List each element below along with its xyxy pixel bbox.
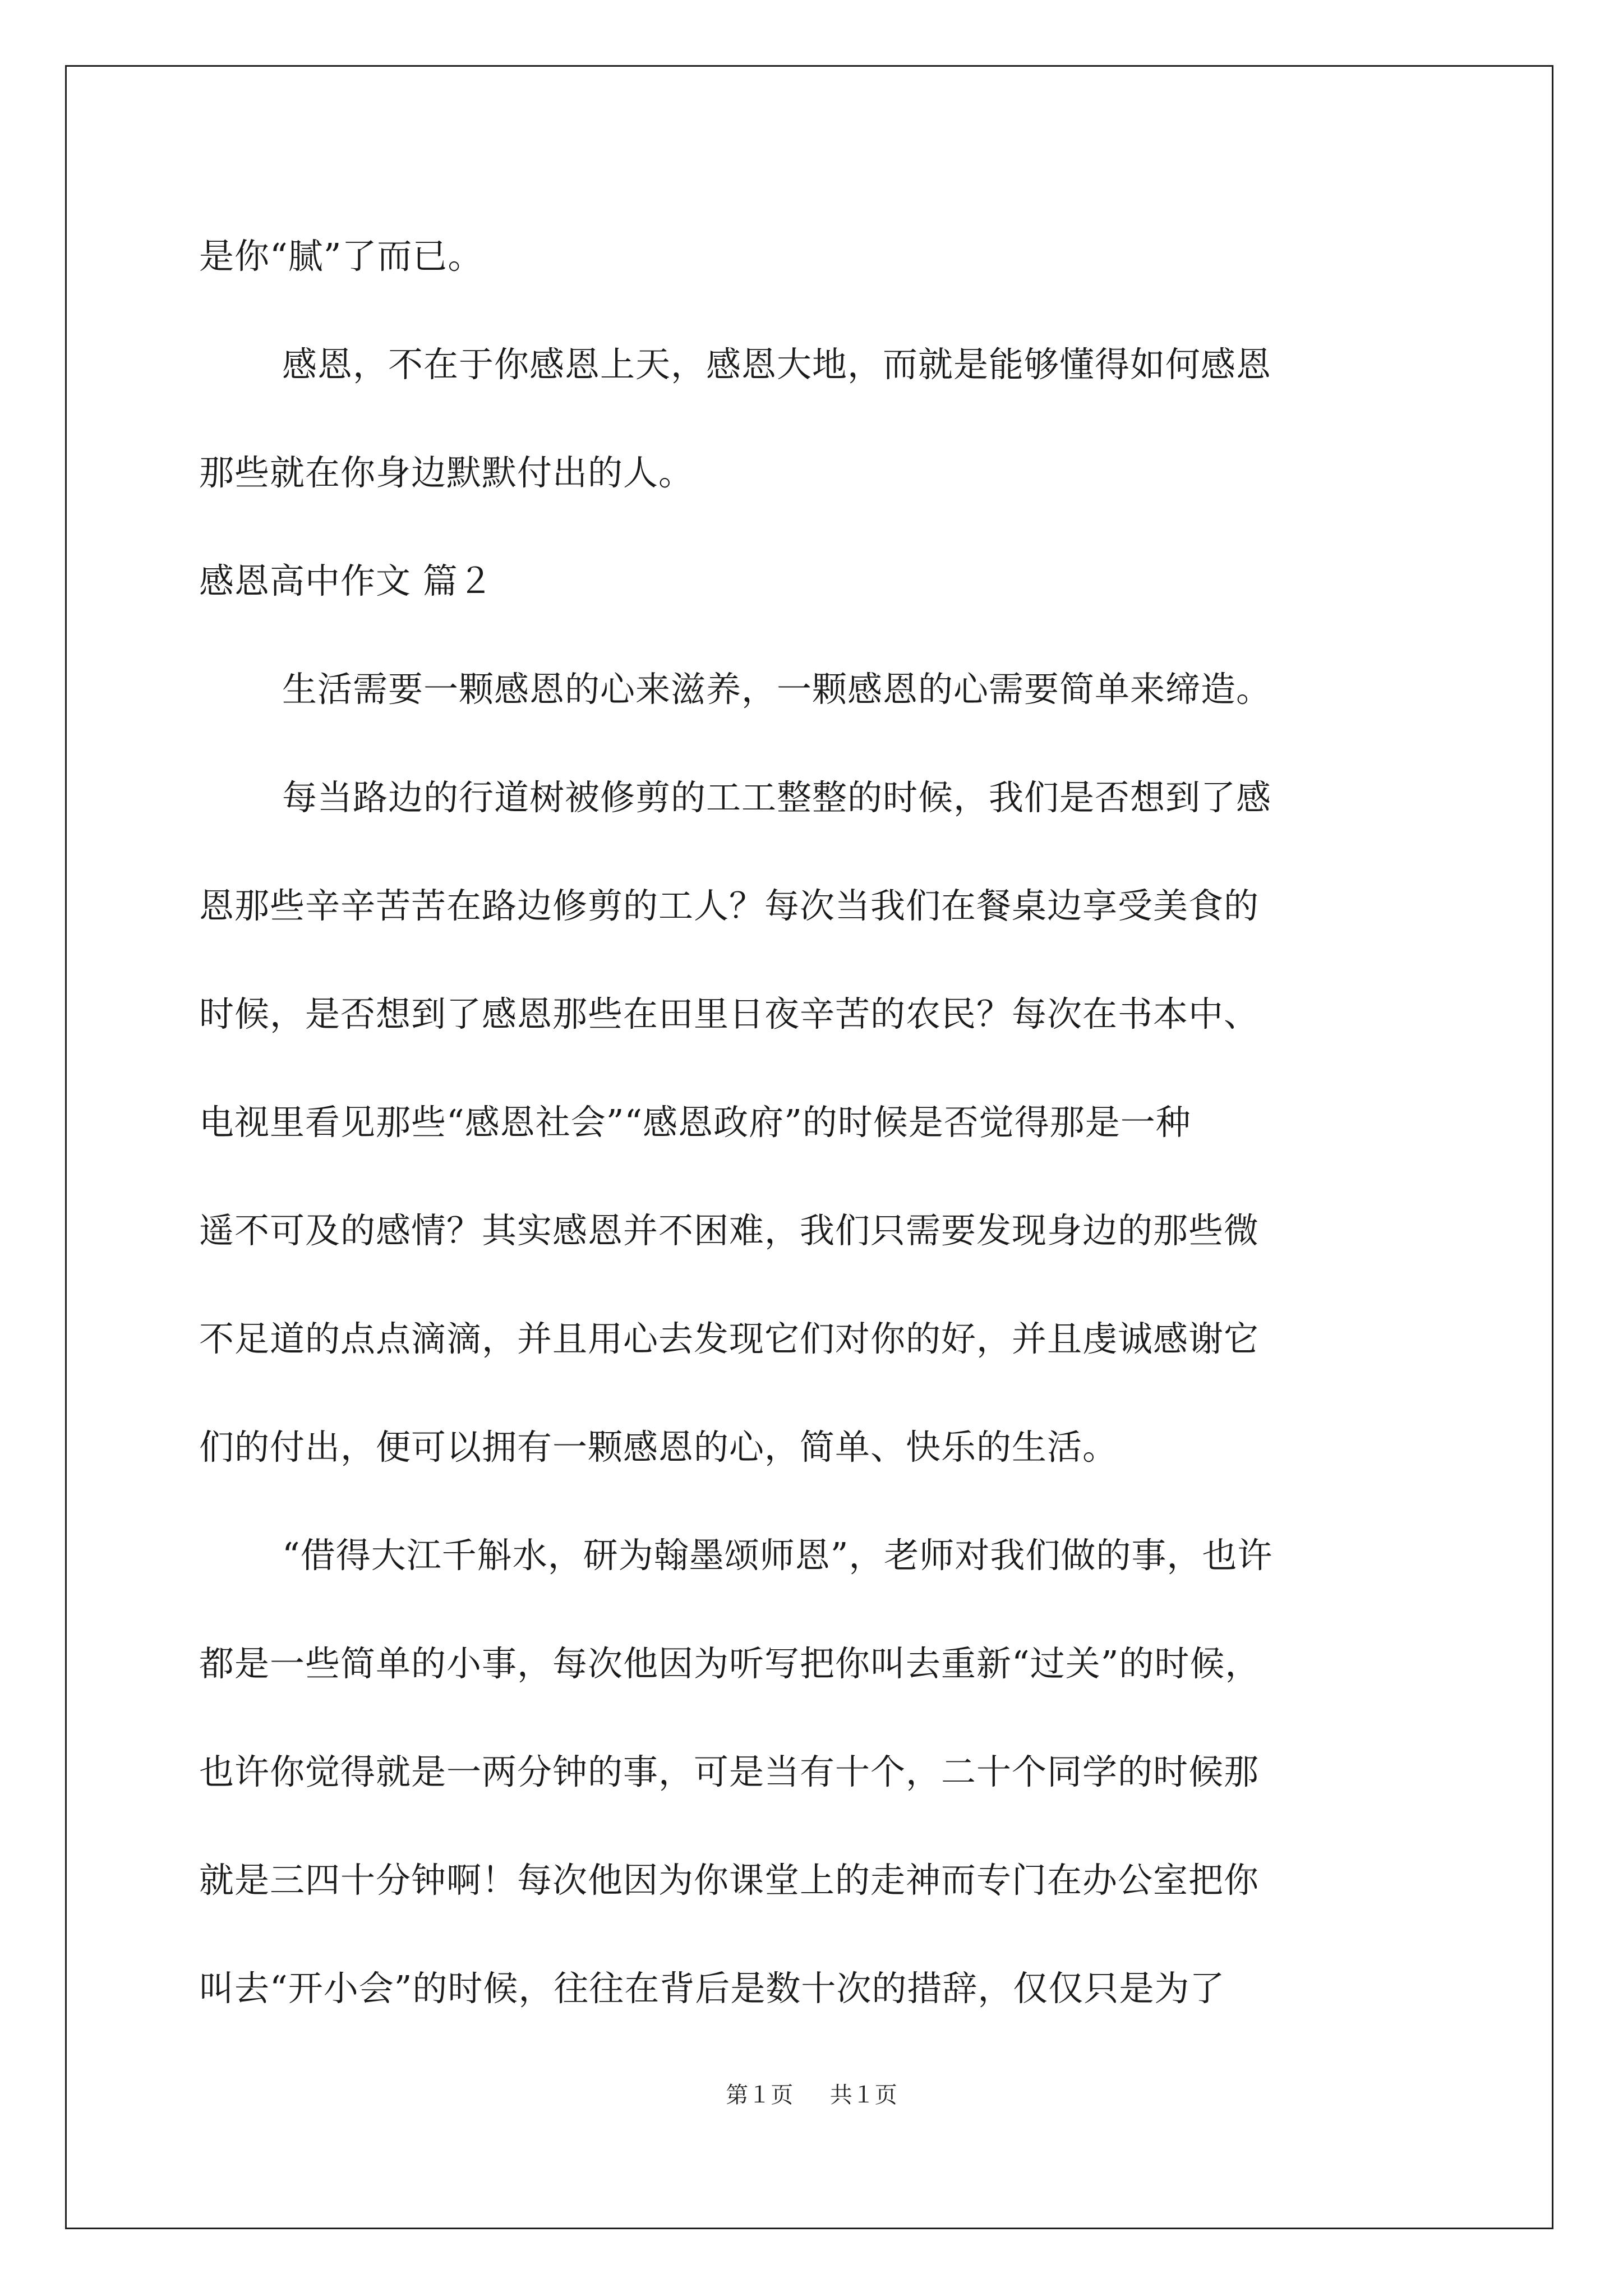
text-line: 时候，是否想到了感恩那些在田里日夜辛苦的农民？每次在书本中、 xyxy=(199,993,1260,1034)
text-line: 不足道的点点滴滴，并且用心去发现它们对你的好，并且虔诚感谢它 xyxy=(199,1318,1260,1359)
text-line: 电视里看见那些“感恩社会”“感恩政府”的时候是否觉得那是一种 xyxy=(199,1102,1191,1143)
text-line: “借得大江千斛水，研为翰墨颂师恩”，老师对我们做的事，也许 xyxy=(282,1535,1273,1576)
text-line: 每当路边的行道树被修剪的工工整整的时候，我们是否想到了感 xyxy=(282,777,1272,818)
text-line: 恩那些辛辛苦苦在路边修剪的工人？每次当我们在餐桌边享受美食的 xyxy=(199,885,1260,926)
text-line: 感恩，不在于你感恩上天，感恩大地，而就是能够懂得如何感恩 xyxy=(282,344,1272,385)
section-heading: 感恩高中作文 篇２ xyxy=(199,560,494,601)
text-line: 是你“腻”了而已。 xyxy=(199,236,483,277)
text-line: 遥不可及的感情？其实感恩并不困难，我们只需要发现身边的那些微 xyxy=(199,1210,1260,1251)
text-line: 也许你觉得就是一两分钟的事，可是当有十个，二十个同学的时候那 xyxy=(199,1751,1260,1792)
page-number: 第１页 xyxy=(726,2082,794,2108)
page-total: 共１页 xyxy=(829,2082,897,2108)
text-line: 们的付出，便可以拥有一颗感恩的心，简单、快乐的生活。 xyxy=(199,1427,1118,1467)
text-line: 就是三四十分钟啊！每次他因为你课堂上的走神而专门在办公室把你 xyxy=(199,1860,1260,1901)
text-line: 那些就在你身边默默付出的人。 xyxy=(199,452,694,493)
text-line: 叫去“开小会”的时候，往往在背后是数十次的措辞，仅仅只是为了 xyxy=(199,1968,1225,2009)
document-body xyxy=(199,202,1422,2042)
page-footer xyxy=(0,2078,1623,2112)
text-line: 生活需要一颗感恩的心来滋养，一颗感恩的心需要简单来缔造。 xyxy=(282,669,1272,710)
text-line: 都是一些简单的小事，每次他因为听写把你叫去重新“过关”的时候， xyxy=(199,1643,1261,1684)
